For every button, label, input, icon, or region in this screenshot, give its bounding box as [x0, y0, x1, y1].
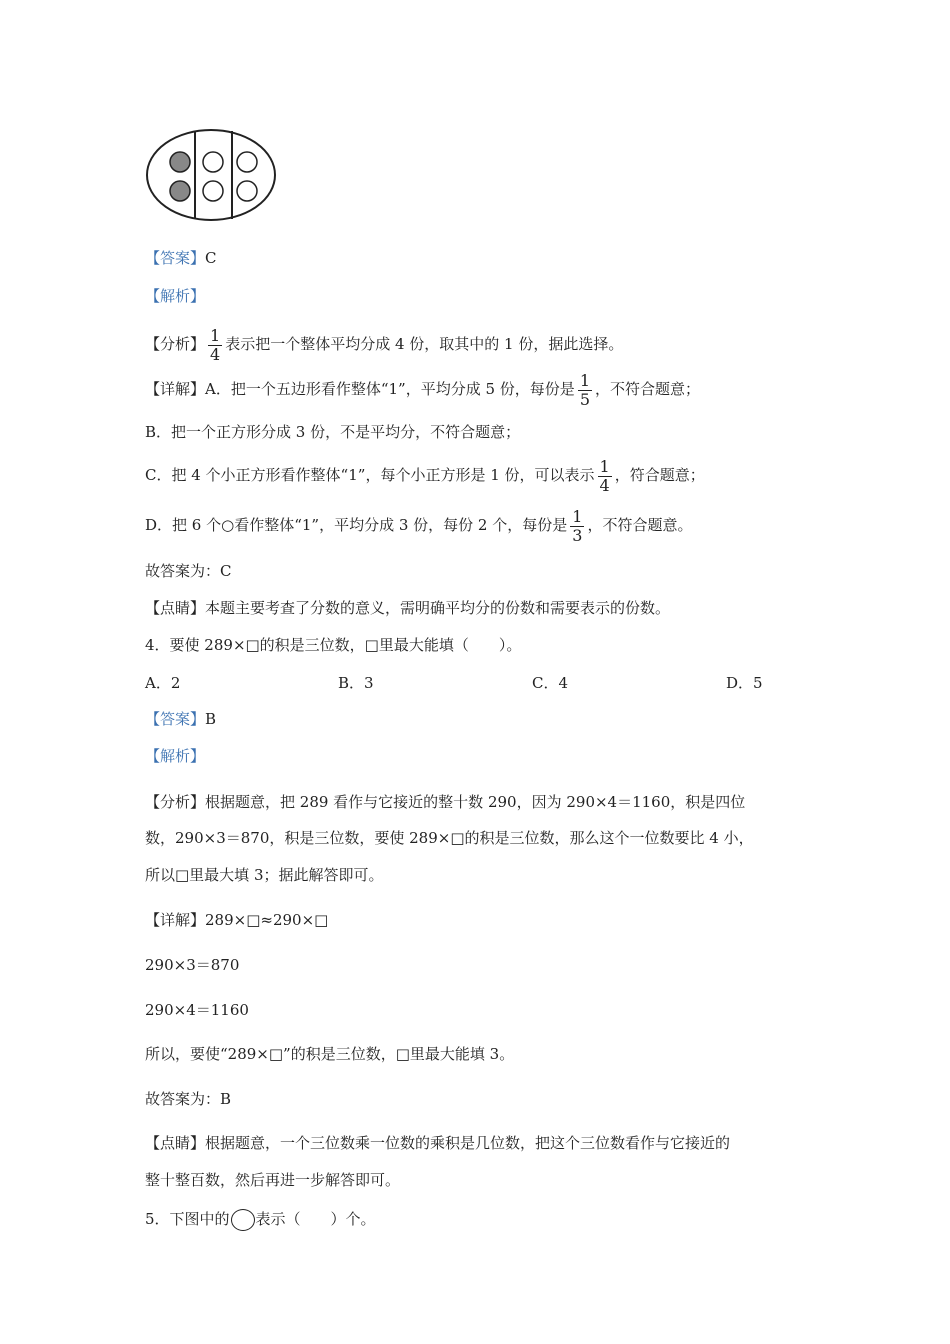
dianjing-line [145, 598, 670, 618]
fenxi-tag: 【分析】 [145, 335, 206, 353]
empty-circle [203, 152, 223, 172]
xiangjie-text: 290×4＝1160 [145, 1001, 249, 1019]
answer-line [145, 709, 216, 729]
dianjing-tag: 【点睛】 [145, 599, 206, 617]
xiangjie-tag: 【详解】 [145, 911, 206, 929]
xiangjie-a-line: 【详解】A．把一个五边形看作整体“1”，平均分成 5 份，每份是 $\frac{1}{5}$ ，不符合题意； [145, 370, 701, 409]
fenxi-text: 所以□里最大填 3；据此解答即可。 [145, 866, 384, 884]
fenxi-text: 数，290×3＝870，积是三位数，要使 289×□的积是三位数，那么这个一位数要比 4 小， [145, 829, 754, 847]
answer-value: B [205, 710, 217, 728]
fraction: $\frac{1}{4}$ [210, 325, 221, 364]
answer-line [145, 248, 217, 268]
fraction-oval-figure [140, 125, 285, 225]
circle-icon [231, 1209, 255, 1231]
fraction: $\frac{1}{5}$ [579, 370, 590, 409]
dianjing-text: 本题主要考查了分数的意义，需明确平均分的份数和需要表示的份数。 [205, 599, 671, 617]
fenxi-text: 根据题意，把 289 看作与它接近的整十数 290，因为 290×4＝1160，积是四位 [205, 793, 746, 811]
empty-circle [237, 181, 257, 201]
fenxi-text: 表示把一个整体平均分成 4 份，取其中的 1 份，据此选择。 [225, 335, 624, 353]
xiangjie-tag: 【详解】 [145, 380, 206, 398]
fenxi-line [145, 325, 623, 364]
empty-circle [237, 152, 257, 172]
question-4-stem: 4．要使 289×□的积是三位数，□里最大能填（ ）。 [145, 636, 522, 654]
option-a[interactable]: A．2 [145, 674, 181, 692]
jiexi-tag: 【解析】 [145, 747, 206, 765]
shaded-circle [170, 152, 190, 172]
option-a-explanation: A．把一个五边形看作整体“1”，平均分成 5 份，每份是 [205, 380, 575, 398]
option-d-explanation: D．把 6 个○看作整体“1”，平均分成 3 份，每份 2 个，每份是 [145, 516, 568, 534]
answer-tag: 【答案】 [145, 249, 206, 267]
option-c-explanation: C．把 4 个小正方形看作整体“1”，每个小正方形是 1 份，可以表示 [145, 466, 595, 484]
jiexi-tag: 【解析】 [145, 287, 206, 305]
option-c[interactable]: C．4 [532, 674, 569, 692]
option-b-explanation: B．把一个正方形分成 3 份，不是平均分，不符合题意； [145, 423, 521, 441]
dianjing-text: 整十整百数，然后再进一步解答即可。 [145, 1171, 401, 1189]
conclusion: 故答案为：B [145, 1090, 232, 1108]
question-4-options [145, 673, 785, 693]
jiexi-line [145, 286, 205, 306]
fenxi-tag: 【分析】 [145, 793, 206, 811]
dianjing-line [145, 1133, 730, 1153]
xiangjie-d-line: D．把 6 个○看作整体“1”，平均分成 3 份，每份 2 个，每份是 $\frac{1}{3}$ ，不符合题意。 [145, 506, 693, 545]
fraction: $\frac{1}{3}$ [572, 506, 583, 545]
dianjing-text: 根据题意，一个三位数乘一位数的乘积是几位数，把这个三位数看作与它接近的 [205, 1134, 731, 1152]
shaded-circle [170, 181, 190, 201]
xiangjie-text: 289×□≈290×□ [205, 911, 329, 929]
jiexi-line [145, 746, 205, 766]
option-b[interactable]: B．3 [338, 674, 374, 692]
conclusion: 故答案为：C [145, 562, 232, 580]
fraction: $\frac{1}{4}$ [599, 456, 610, 495]
empty-circle [203, 181, 223, 201]
xiangjie-text: 所以，要使“289×□”的积是三位数，□里最大能填 3。 [145, 1045, 515, 1063]
xiangjie-line [145, 910, 328, 930]
fenxi-line [145, 792, 745, 812]
dianjing-tag: 【点睛】 [145, 1134, 206, 1152]
answer-value: C [205, 249, 217, 267]
xiangjie-c-line: C．把 4 个小正方形看作整体“1”，每个小正方形是 1 份，可以表示 $\frac{1}{4}$ ，符合题意； [145, 456, 705, 495]
xiangjie-text: 290×3＝870 [145, 956, 240, 974]
question-5-stem: 5．下图中的 表示（ ）个。 [145, 1207, 376, 1231]
answer-tag: 【答案】 [145, 710, 206, 728]
option-d[interactable]: D．5 [726, 674, 763, 692]
